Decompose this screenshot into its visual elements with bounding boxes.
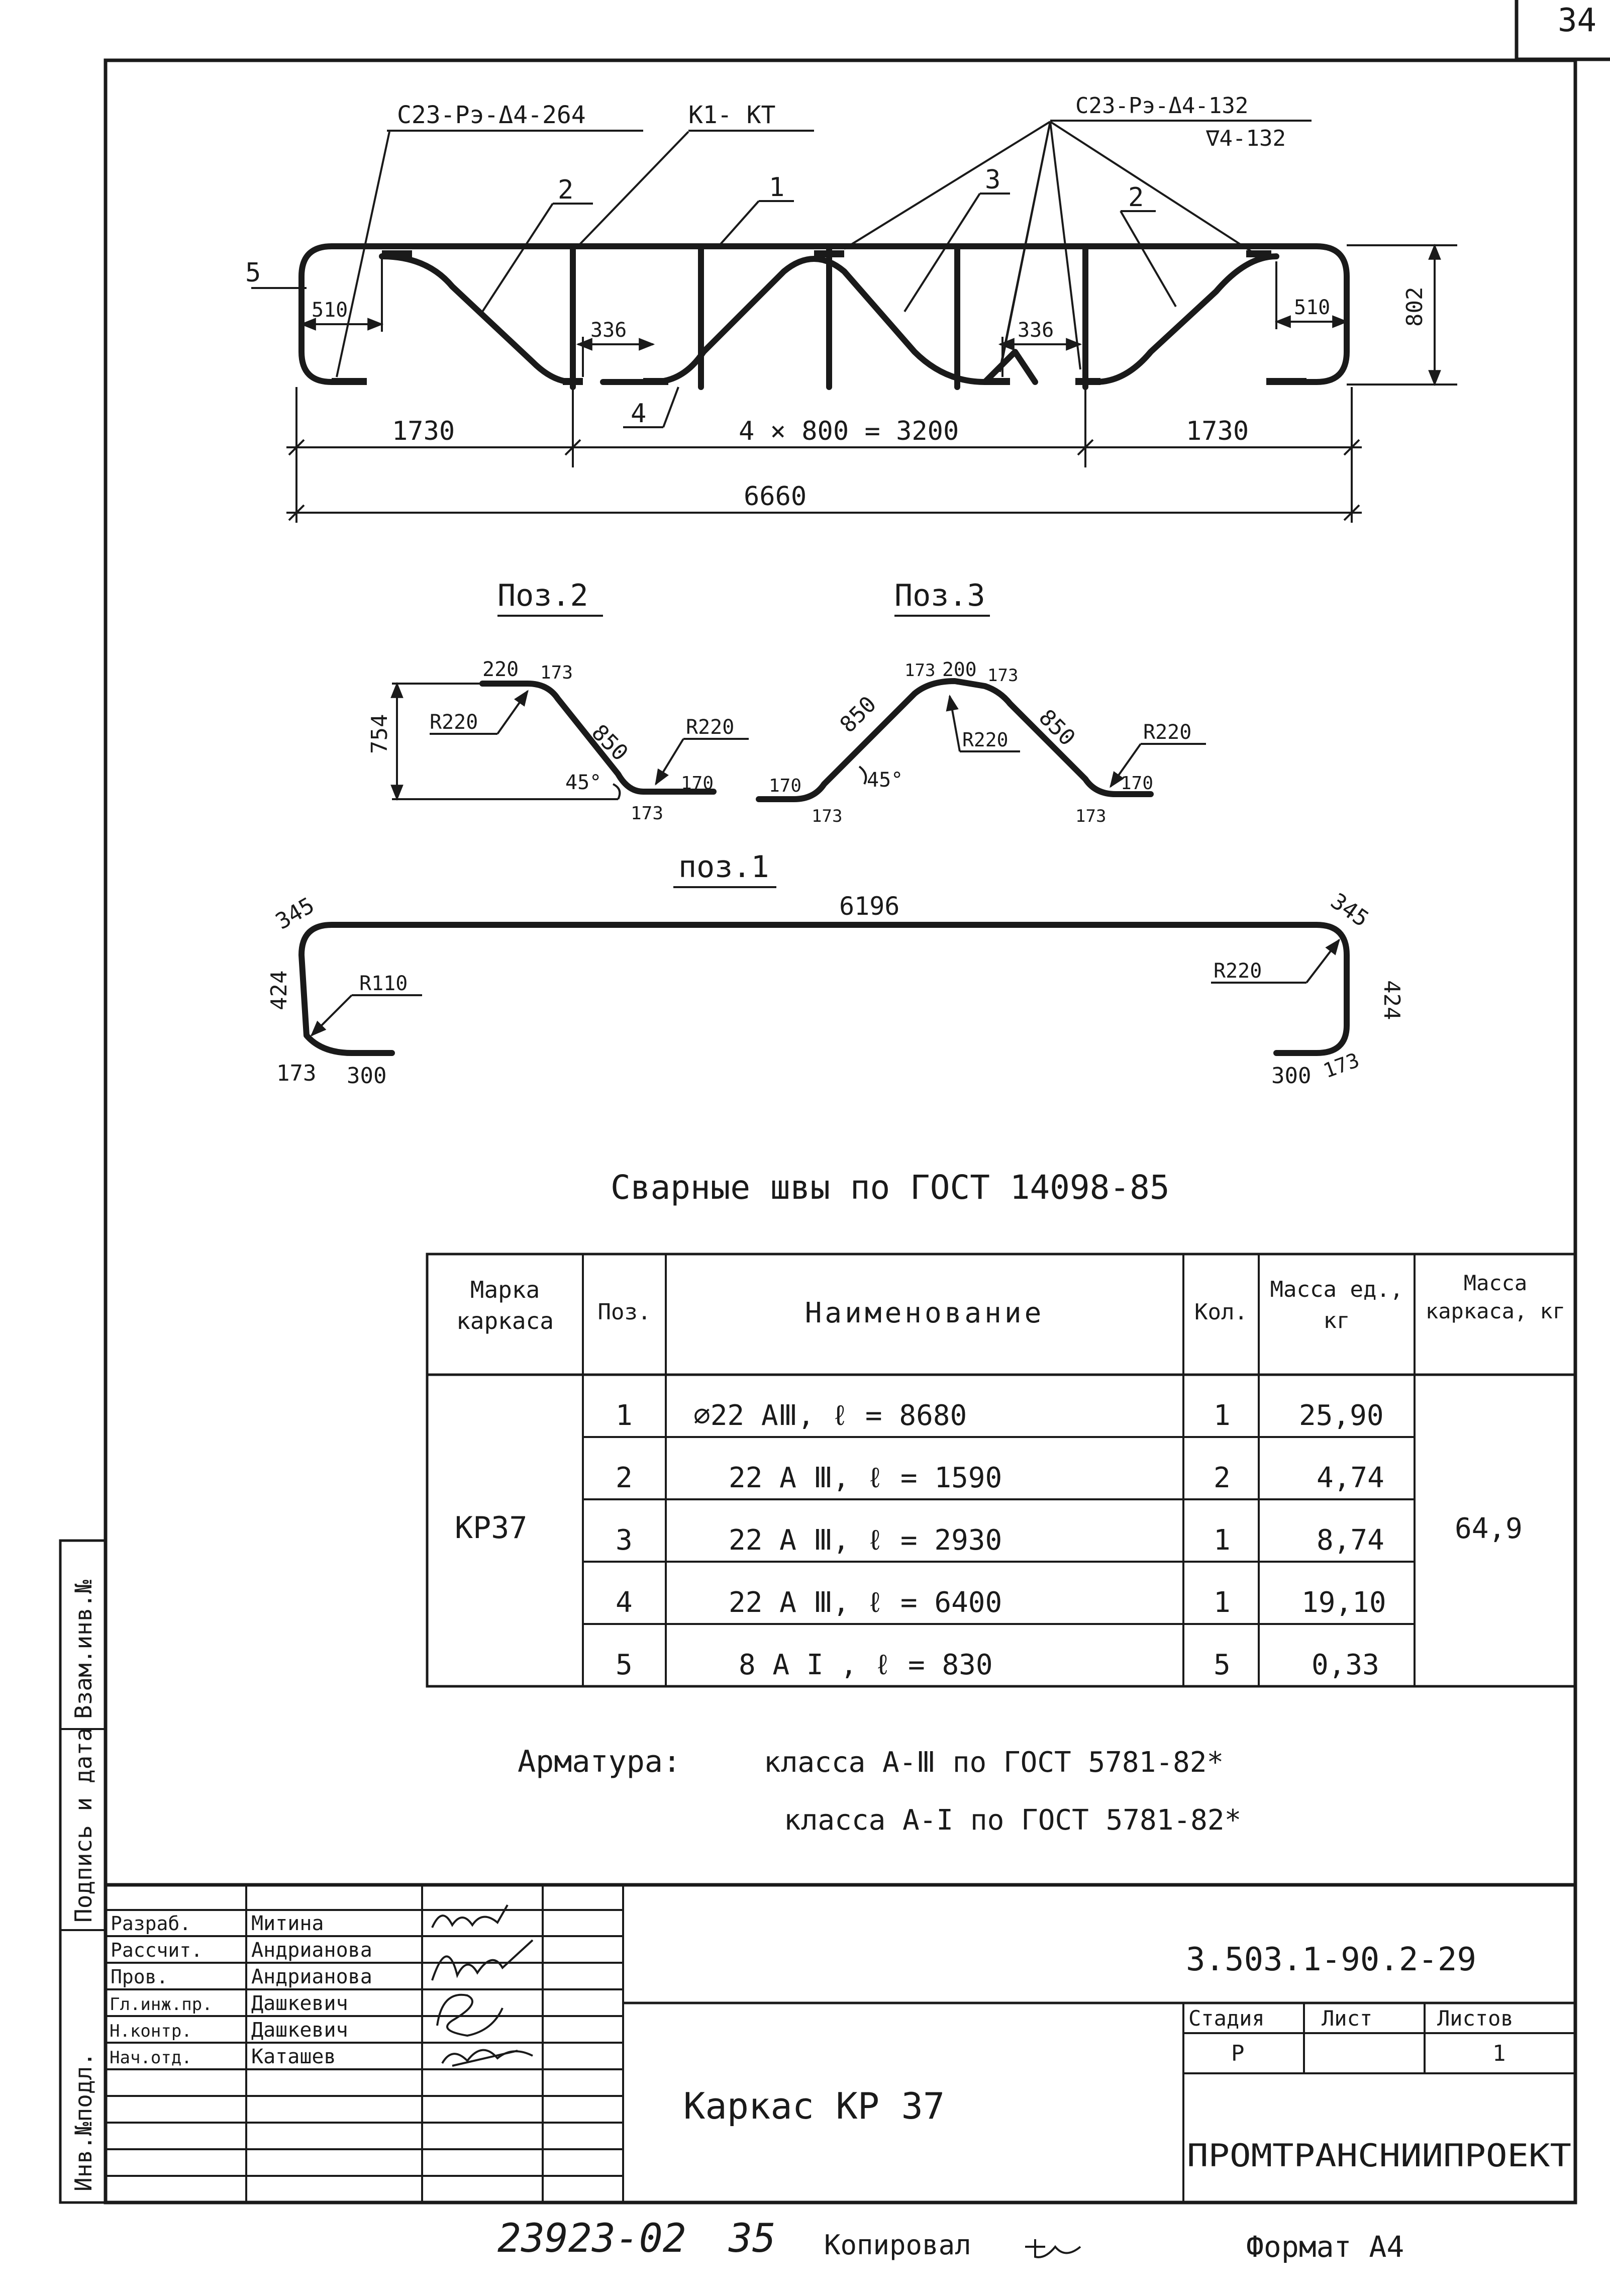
armature-label: Арматура:: [518, 1744, 681, 1779]
poz3-d170-right: 170: [1121, 773, 1154, 794]
frame-mark: КР37: [455, 1510, 528, 1546]
weld-label-kt: К1- КТ: [688, 101, 776, 129]
callout-pos-1: 1: [769, 172, 785, 203]
copied-signature: [1025, 2239, 1080, 2257]
row-mass: 8,74: [1317, 1524, 1384, 1557]
row-mass: 0,33: [1312, 1649, 1379, 1681]
row-qty: 1: [1214, 1524, 1231, 1557]
poz1-title: поз.1: [678, 849, 769, 885]
row-name: ⌀22 АⅢ, ℓ = 8680: [693, 1399, 967, 1432]
poz3-d200: 200: [942, 658, 977, 681]
callout-pos-2a: 2: [558, 175, 574, 205]
name-chief-engineer: Дашкевич: [251, 1992, 348, 2015]
stamp-signature-date: Подпись и дата: [70, 1728, 97, 1923]
title-block: [106, 1885, 1575, 2203]
poz3-angle: 45°: [867, 769, 903, 792]
dim-336-right: 336: [1018, 319, 1054, 342]
welds-note: Сварные швы по ГОСТ 14098-85: [611, 1168, 1170, 1207]
bottom-dimensions: [286, 387, 1362, 523]
header-frame-mass: Масса каркаса, кг: [1425, 1271, 1566, 1323]
dim-middle: 4 × 800 = 3200: [739, 416, 959, 446]
poz1-r220: R220: [1214, 960, 1262, 983]
row-qty: 2: [1214, 1462, 1231, 1494]
poz3-d173-left: 173: [812, 806, 843, 826]
stamp-replace-inv: Взам.инв.№: [70, 1580, 97, 1719]
row-qty: 1: [1214, 1586, 1231, 1619]
poz1-d300-right: 300: [1271, 1063, 1312, 1089]
sheets-label: Листов: [1437, 2006, 1514, 2031]
poz2-r220-right: R220: [686, 716, 735, 739]
dim-total: 6660: [744, 482, 807, 512]
poz2-r220-left: R220: [430, 711, 478, 734]
row-name: 8 А I , ℓ = 830: [739, 1649, 993, 1681]
poz2-title: Поз.2: [497, 578, 588, 613]
role-chief-engineer: Гл.инж.пр.: [110, 1994, 213, 2015]
dim-802-group: [1347, 245, 1457, 385]
weld-label-right-top: С23-Рэ-Δ4-132: [1075, 93, 1249, 119]
weld-label-left: С23-Рэ-Δ4-264: [397, 101, 586, 129]
poz3-d173-right: 173: [1075, 806, 1106, 826]
bar-pos-2-right: [1095, 256, 1276, 382]
poz1-d173-left: 173: [276, 1061, 317, 1086]
inventory-number: 23923-02: [497, 2216, 686, 2261]
callout-pos-5: 5: [245, 258, 261, 288]
poz3-title: Поз.3: [894, 578, 985, 613]
poz1-d345-left: 345: [271, 892, 319, 935]
dim-1730-right: 1730: [1186, 416, 1249, 446]
poz2-d850: 850: [586, 719, 633, 766]
stage-value: Р: [1231, 2041, 1245, 2066]
poz3-r220-right: R220: [1143, 721, 1192, 744]
dim-802: 802: [1402, 286, 1428, 327]
table-row: [616, 1524, 1384, 1557]
row-pos: 2: [616, 1462, 633, 1494]
dim-510-right: 510: [1294, 296, 1331, 319]
poz3-d850-left: 850: [835, 691, 881, 738]
row-name: 22 А Ⅲ, ℓ = 2930: [729, 1524, 1002, 1557]
poz2-d173b: 173: [631, 803, 664, 824]
specification-table: [427, 1254, 1575, 1686]
poz1-d173-right: 173: [1320, 1048, 1363, 1083]
table-row: [616, 1586, 1386, 1619]
row-pos: 3: [616, 1524, 633, 1557]
frame-mass: 64,9: [1455, 1512, 1523, 1545]
detail-poz-2: [367, 578, 749, 824]
name-calculated: Андрианова: [251, 1939, 372, 1962]
header-qty: Кол.: [1194, 1299, 1248, 1325]
weld-marks: [332, 250, 1306, 385]
role-dept-head: Нач.отд.: [110, 2048, 192, 2068]
name-norm-control: Дашкевич: [251, 2019, 348, 2042]
row-qty: 1: [1214, 1399, 1231, 1432]
stirrups-pos-5: [573, 246, 1085, 387]
poz1-d6196: 6196: [839, 892, 900, 921]
paper-format: Формат А4: [1246, 2230, 1404, 2264]
detail-poz-3: [759, 578, 1206, 826]
weld-label-right-bottom: ∇4-132: [1206, 126, 1286, 151]
poz2-d754: 754: [367, 714, 392, 754]
detail-poz-1: [266, 849, 1404, 1089]
dim-510-left: 510: [312, 299, 348, 322]
role-checked: Пров.: [111, 1966, 168, 1988]
copied-by: Копировал: [824, 2229, 971, 2261]
poz2-d170: 170: [681, 773, 714, 794]
name-checked: Андрианова: [251, 1965, 372, 1988]
poz3-d170-left: 170: [769, 776, 802, 796]
poz1-d345-right: 345: [1326, 888, 1374, 932]
poz3-bar-shape: [759, 681, 1154, 799]
callout-pos-3: 3: [985, 165, 1001, 195]
role-norm-control: Н.контр.: [110, 2021, 192, 2041]
poz3-d173-top-left: 173: [904, 660, 936, 681]
row-pos: 5: [616, 1649, 633, 1681]
page-number: 35: [729, 2216, 776, 2261]
row-pos: 1: [616, 1399, 633, 1432]
callout-pos-4: 4: [631, 399, 647, 429]
sheet-number: 34: [1558, 2, 1597, 39]
header-pos: Поз.: [597, 1299, 651, 1325]
row-name: 22 А Ⅲ, ℓ = 1590: [729, 1462, 1002, 1494]
side-stamps: [60, 1541, 106, 2203]
sheet-label: Лист: [1322, 2006, 1373, 2031]
sheets-value: 1: [1492, 2041, 1506, 2066]
footer: [497, 2216, 1404, 2264]
doc-code: 3.503.1-90.2-29: [1186, 1941, 1476, 1978]
row-qty: 5: [1214, 1649, 1231, 1681]
bar-pos-2-left: [382, 256, 573, 382]
callout-pos-2b: 2: [1128, 182, 1144, 213]
drawing-title: Каркас КР 37: [683, 2085, 945, 2127]
dim-336-left: 336: [590, 319, 627, 342]
name-developer: Митина: [251, 1912, 324, 1935]
row-pos: 4: [616, 1586, 633, 1619]
main-frame-elevation: [245, 93, 1457, 523]
poz3-r220-mid: R220: [962, 729, 1009, 751]
poz1-d424-right: 424: [1379, 980, 1404, 1020]
row-mass: 25,90: [1299, 1399, 1384, 1432]
armature-note: [518, 1744, 1241, 1837]
armature-line-1: класса А-Ⅲ по ГОСТ 5781-82*: [764, 1746, 1224, 1779]
poz2-d220: 220: [482, 658, 519, 681]
poz1-d300-left: 300: [347, 1063, 387, 1089]
name-dept-head: Каташев: [251, 2045, 336, 2068]
poz1-d424-left: 424: [266, 970, 292, 1010]
position-callouts: [245, 165, 1176, 429]
poz3-d173-top-right: 173: [987, 665, 1019, 686]
poz2-d173a: 173: [540, 662, 573, 683]
poz1-r110: R110: [359, 972, 408, 995]
dim-1730-left: 1730: [392, 416, 455, 446]
table-row: [616, 1649, 1379, 1681]
row-name: 22 А Ⅲ, ℓ = 6400: [729, 1586, 1002, 1619]
header-name: Наименование: [804, 1297, 1045, 1329]
poz2-angle: 45°: [565, 771, 602, 794]
row-mass: 19,10: [1301, 1586, 1386, 1619]
table-row: [616, 1399, 1384, 1432]
role-developer: Разраб.: [111, 1912, 191, 1935]
poz3-d850-right: 850: [1034, 704, 1080, 751]
organization: ПРОМТРАНСНИИПРОЕКТ: [1187, 2137, 1571, 2174]
armature-line-2: класса А-I по ГОСТ 5781-82*: [784, 1804, 1242, 1837]
sheet-number-box: [1517, 0, 1610, 59]
table-row: [616, 1462, 1384, 1494]
stamp-orig-inv: Инв.№подл.: [70, 2052, 97, 2191]
header-unit-mass: Масса ед., кг: [1270, 1277, 1403, 1333]
bar-pos-3-4-wave: [653, 259, 1035, 382]
role-calculated: Рассчит.: [111, 1939, 203, 1961]
poz1-bar-shape: [301, 925, 1347, 1053]
row-mass: 4,74: [1317, 1462, 1384, 1494]
stage-label: Стадия: [1188, 2006, 1265, 2031]
header-mark: Марка каркаса: [456, 1276, 554, 1334]
